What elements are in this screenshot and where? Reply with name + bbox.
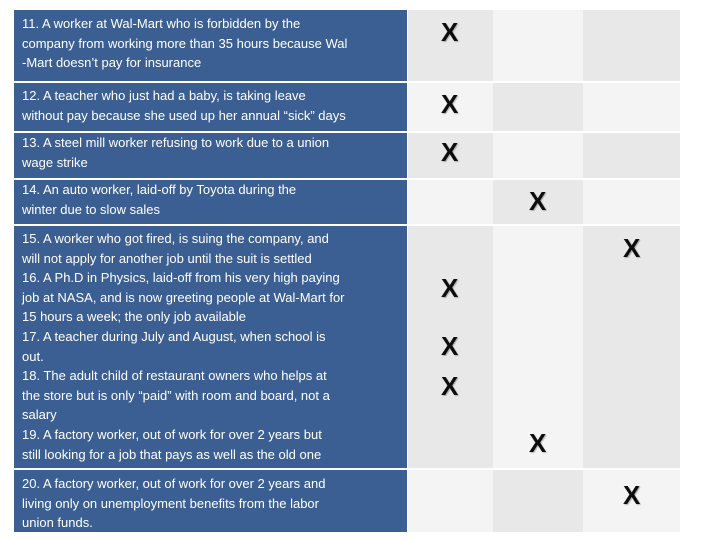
answer-cell-13-b [493, 133, 583, 178]
answer-cell-13-c [583, 133, 680, 178]
question-text-line: 14. An auto worker, laid-off by Toyota during the [22, 182, 297, 197]
question-text-line: 16. A Ph.D in Physics, laid-off from his very high paying [22, 270, 340, 286]
answer-cell-11-b [493, 10, 583, 81]
answer-cell-11-c [583, 10, 680, 81]
question-text-line: 17. A teacher during July and August, when school is [22, 328, 326, 344]
answer-cell-12-b [493, 83, 583, 131]
question-text-line: out. [22, 348, 44, 364]
question-text-line: company from working more than 35 hours because Wal [22, 35, 348, 51]
answer-mark-18: X [441, 371, 459, 401]
question-text-line: salary [22, 407, 57, 423]
question-text-line: 19. A factory worker, out of work for over 2 years but [22, 426, 322, 442]
question-cell-15-19 [14, 226, 408, 468]
question-text-line: 11. A worker at Wal-Mart who is forbidden by the [22, 16, 301, 31]
question-text-line: job at NASA, and is now greeting people at Wal-Mart for [22, 289, 345, 305]
answer-mark-14: X [529, 186, 547, 216]
question-text-line: will not apply for another job until the suit is settled [22, 250, 312, 266]
answer-mark-17: X [441, 331, 459, 361]
answer-cell-14-a [408, 180, 493, 224]
answer-cell-12-c [583, 83, 680, 131]
question-cell-14 [14, 180, 408, 224]
answer-mark-13: X [441, 137, 459, 167]
question-cell-11 [14, 10, 408, 81]
question-text-line: still looking for a job that pays as well as the old one [22, 446, 322, 462]
question-text-line: 15. A worker who got fired, is suing the company, and [22, 231, 329, 246]
question-text-line: 20. A factory worker, out of work for over 2 years and [22, 476, 326, 491]
answer-cell-20-a [408, 470, 493, 532]
question-text-line: 12. A teacher who just had a baby, is taking leave [22, 88, 306, 103]
question-cell-13 [14, 133, 408, 178]
question-text-line: -Mart doesn’t pay for insurance [22, 55, 202, 71]
question-text-line: winter due to slow sales [22, 201, 161, 217]
question-text-line: without pay because she used up her annual “sick” days [22, 107, 346, 123]
question-text-line: 15 hours a week; the only job available [22, 309, 247, 325]
question-text-line: wage strike [22, 154, 88, 170]
question-cell-12 [14, 83, 408, 131]
question-text-line: union funds. [22, 515, 93, 531]
answer-mark-15: X [623, 233, 641, 263]
question-text-line: living only on unemployment benefits from the labor [22, 495, 319, 511]
question-text-line: 18. The adult child of restaurant owners who helps at [22, 368, 327, 384]
question-cell-20 [14, 470, 408, 532]
question-text-line: 13. A steel mill worker refusing to work due to a union [22, 135, 330, 150]
answer-mark-19: X [529, 428, 547, 458]
answer-mark-11: X [441, 17, 459, 47]
question-text-line: the store but is only “paid” with room and board, not a [22, 387, 330, 403]
answer-cell-20-b [493, 470, 583, 532]
answer-mark-12: X [441, 89, 459, 119]
answer-cell-14-c [583, 180, 680, 224]
answer-mark-20: X [623, 480, 641, 510]
answer-mark-16: X [441, 273, 459, 303]
